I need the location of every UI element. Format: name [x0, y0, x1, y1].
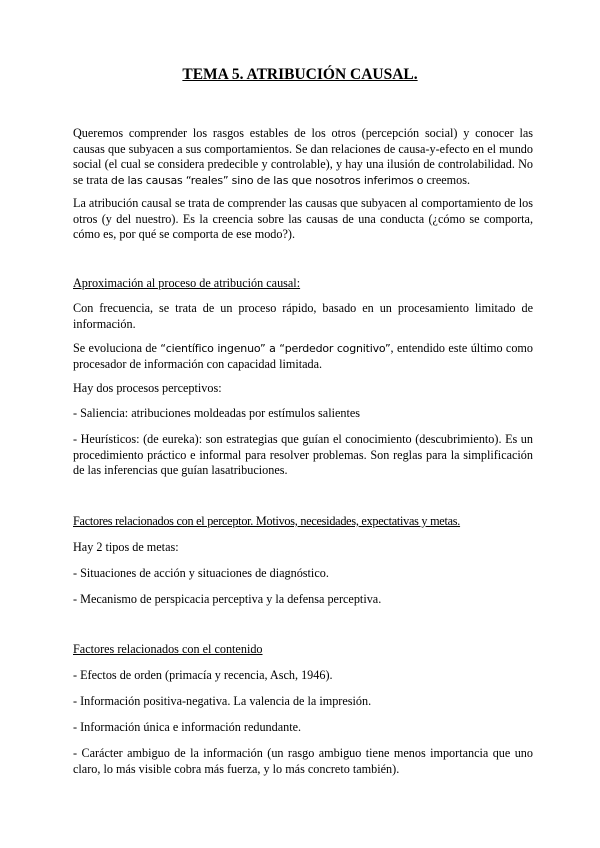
intro-paragraph-2: La atribución causal se trata de comprender las causas que subyacen al comportamiento de los otros (y del nuestro). Es la creencia sobre las causas de una conducta (¿cómo se comporta, cómo es, por qué se comporta de ese modo?).: [73, 196, 533, 241]
attribution-paragraph-2: [73, 341, 533, 372]
contenido-bullet-1: - Efectos de orden (primacía y recencia, Asch, 1946).: [73, 668, 333, 682]
attribution-paragraph-2-post: , entendido este último como procesador de información con capacidad limitada.: [73, 341, 533, 371]
contenido-bullet-4: - Carácter ambiguo de la información (un rasgo ambiguo tiene menos importancia que uno claro, lo más visible cobra más fuerza, y lo más concreto también).: [73, 746, 533, 776]
intro-paragraph-1: [73, 126, 533, 188]
intro-paragraph-1-sans-text: de las causas “reales” sino de las que nosotros inferimos o: [110, 173, 424, 187]
intro-paragraph-1-text: Queremos comprender los rasgos estables de los otros (percepción social) y conocer las causas que subyacen a sus comportamientos. Se dan relaciones de causa-y-efecto en el mundo social (el cual se considera predecible y controlable), y hay una ilusión de controlabilidad. No se trata: [73, 126, 533, 187]
perceptor-bullet-2: - Mecanismo de perspicacia perceptiva y la defensa perceptiva.: [73, 592, 382, 606]
page-title: TEMA 5. ATRIBUCIÓN CAUSAL.: [182, 66, 418, 83]
intro-paragraph-1-end: creemos.: [423, 172, 471, 187]
attribution-paragraph-3: Hay dos procesos perceptivos:: [73, 381, 222, 395]
section-heading-attribution-process: Aproximación al proceso de atribución causal:: [73, 276, 301, 290]
contenido-bullet-3: - Información única e información redundante.: [73, 720, 302, 734]
attribution-paragraph-2-pre: Se evoluciona de: [73, 341, 161, 355]
contenido-bullet-2: - Información positiva-negativa. La valencia de la impresión.: [73, 694, 372, 708]
attribution-bullet-saliencia: - Saliencia: atribuciones moldeadas por estímulos salientes: [73, 406, 361, 420]
attribution-paragraph-2-sans: “científico ingenuo” a “perdedor cognitivo”: [160, 342, 391, 355]
perceptor-bullet-1: - Situaciones de acción y situaciones de diagnóstico.: [73, 566, 329, 580]
perceptor-paragraph-1: Hay 2 tipos de metas:: [73, 540, 179, 554]
section-heading-contenido: Factores relacionados con el contenido: [73, 642, 263, 656]
attribution-paragraph-1: Con frecuencia, se trata de un proceso rápido, basado en un procesamiento limitado de información.: [73, 301, 533, 331]
section-heading-perceptor: Factores relacionados con el perceptor. Motivos, necesidades, expectativas y metas.: [73, 514, 461, 528]
attribution-bullet-heuristicos: - Heurísticos: (de eureka): son estrategias que guían el conocimiento (descubrimiento). Es un procedimiento práctico e informal para resolver problemas. Son reglas para la simplificación de las inferencias que guían lasatribuciones.: [73, 432, 533, 477]
